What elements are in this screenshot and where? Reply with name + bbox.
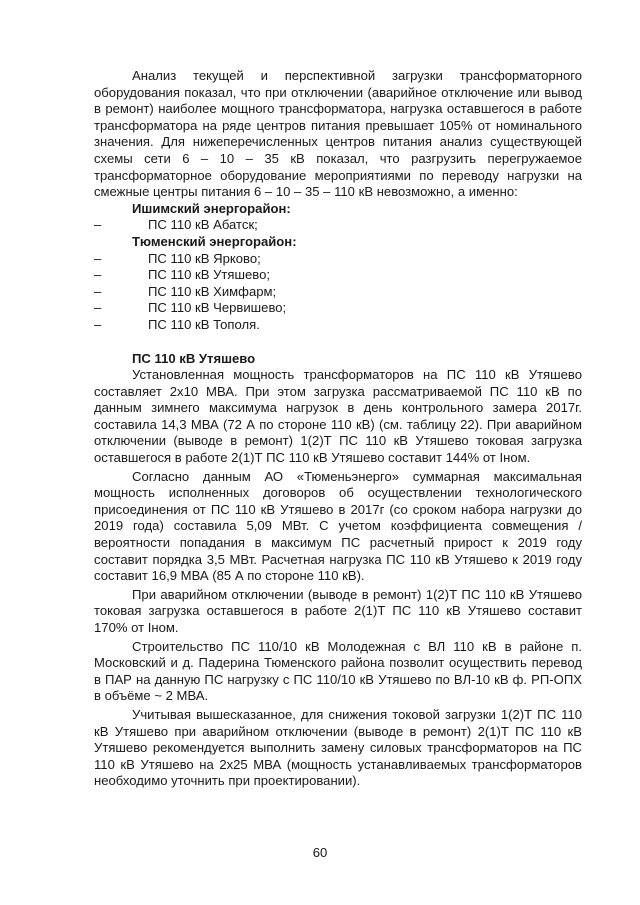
body-paragraph: Строительство ПС 110/10 кВ Молодежная с ВЛ 110 кВ в районе п. Московский и д. Падерина Тюменского района позволит осуществить перевод в ПАР на данную ПС нагрузку с ПС 110/10 кВ Утяшево по ВЛ-10 кВ ф. РП-ОПХ в объёме ~ 2 МВА. xyxy=(94,638,582,704)
list-item: – ПС 110 кВ Химфарм; xyxy=(94,283,277,299)
substation-list-ishim xyxy=(94,217,582,234)
list-item: – ПС 110 кВ Червишево; xyxy=(94,300,287,316)
list-dash: – xyxy=(94,283,102,299)
list-item: – ПС 110 кВ Утяшево; xyxy=(94,267,271,283)
section-title: ПС 110 кВ Утяшево xyxy=(132,350,256,366)
list-dash: – xyxy=(94,316,102,332)
substation-list-tyumen xyxy=(94,251,582,334)
list-dash: – xyxy=(94,250,102,266)
body-paragraph: При аварийном отключении (выводе в ремонт) 1(2)Т ПС 110 кВ Утяшево токовая загрузка оставшегося в работе 2(1)Т ПС 110 кВ Утяшево составит 170% от Iном. xyxy=(94,586,582,635)
list-dash: – xyxy=(94,267,102,283)
list-dash: – xyxy=(94,217,102,233)
list-item: – ПС 110 кВ Абатск; xyxy=(94,217,258,233)
body-paragraph: Установленная мощность трансформаторов на ПС 110 кВ Утяшево составляет 2х10 МВА. При этом загрузка рассматриваемой ПС 110 кВ по данным зимнего максимума нагрузок в день контрольного замера 2017г. составила 14,3 МВА (72 А по стороне 110 кВ) (см. таблицу 22). При аварийном отключении (выводе в ремонт) 1(2)Т ПС 110 кВ Утяшево токовая загрузка оставшегося в работе 2(1)Т ПС 110 кВ Утяшево составит 144% от Iном. xyxy=(94,367,582,466)
region-heading-ishim: Ишимский энергорайон: xyxy=(132,200,291,216)
list-dash: – xyxy=(94,300,102,316)
document-page xyxy=(94,68,582,790)
region-heading-tyumen: Тюменский энергорайон: xyxy=(132,233,297,249)
page-number: 60 xyxy=(312,845,328,860)
body-paragraph: Учитывая вышесказанное, для снижения токовой загрузки 1(2)Т ПС 110 кВ Утяшево при аварийном отключении (выводе в ремонт) 2(1)Т ПС 110 кВ Утяшево рекомендуется выполнить замену силовых трансформаторов на ПС 110 кВ Утяшево на 2х25 МВА (мощность устанавливаемых трансформаторов необходимо уточнить при проектировании). xyxy=(94,706,582,789)
intro-paragraph: Анализ текущей и перспективной загрузки трансформаторного оборудования показал, что при отключении (аварийное отключение или вывод в ремонт) наиболее мощного трансформатора, нагрузка оставшегося в работе трансформатора на ряде центров питания превышает 105% от номинального значения. Для нижеперечисленных центров питания анализ существующей схемы сети 6 – 10 – 35 кВ показал, что разгрузить перегружаемое трансформаторное оборудование мероприятиями по переводу нагрузки на смежные центры питания 6 – 10 – 35 – 110 кВ невозможно, а именно: xyxy=(94,68,582,200)
list-item: – ПС 110 кВ Тополя. xyxy=(94,316,260,332)
body-paragraph: Согласно данным АО «Тюменьэнерго» суммарная максимальная мощность исполненных договоров об осуществлении технологического присоединения от ПС 110 кВ Утяшево в 2017г (со сроком набора нагрузки до 2019 года) составила 5,09 МВт. С учетом коэффициента совмещения / вероятности попадания в максимум ПС расчетный прирост к 2019 году составит порядка 3,5 МВт. Расчетная нагрузка ПС 110 кВ Утяшево к 2019 году составит 16,9 МВА (85 А по стороне 110 кВ). xyxy=(94,468,582,584)
list-item: – ПС 110 кВ Ярково; xyxy=(94,250,261,266)
